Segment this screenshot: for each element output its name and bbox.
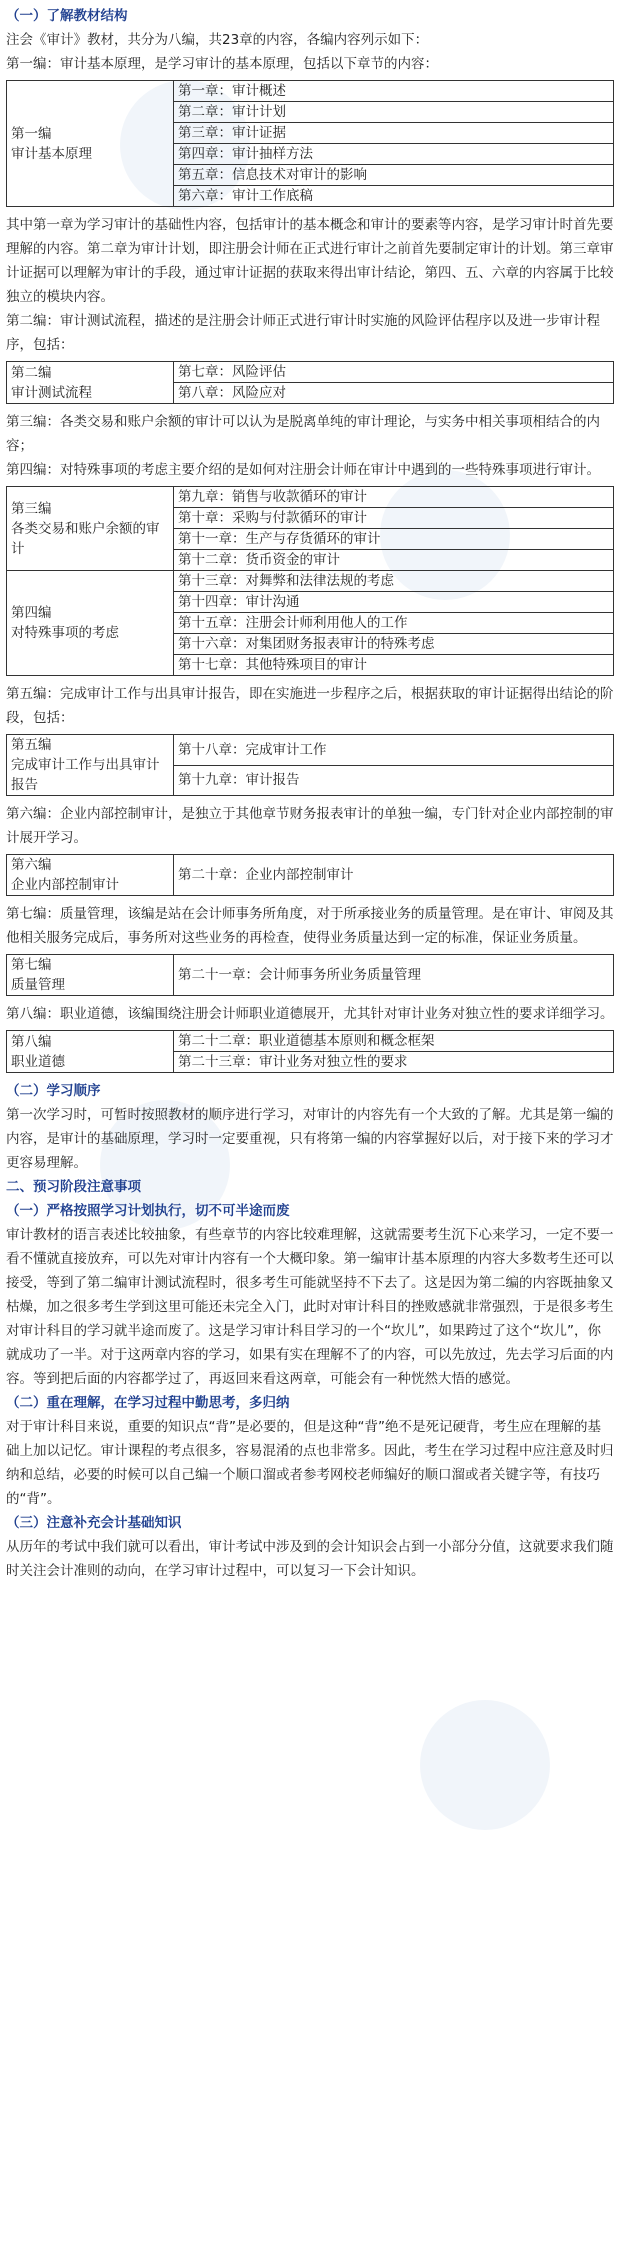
paragraph: 其中第一章为学习审计的基础性内容，包括审计的基本概念和审计的要素等内容，是学习审计时首先要理解的内容。第二章为审计计划，即注册会计师在正式进行审计之前首先要制定审计的计划。第三章审计证据可以理解为审计的手段，通过审计证据的获取来得出审计结论，第四、五、六章的内容属于比较独立的模块内容。 — [6, 217, 614, 305]
part-cell — [7, 571, 174, 676]
paragraph: 第一次学习时，可暂时按照教材的顺序进行学习，对审计的内容先有一个大致的了解。尤其是第一编的内容，是审计的基础原理，学习时一定要重视，只有将第一编的内容掌握好以后，对于接下来的学习才更容易理解。 — [6, 1107, 614, 1171]
chapter-cell: 第二十三章：审计业务对独立性的要求 — [174, 1052, 614, 1073]
chapter-cell: 第十七章：其他特殊项目的审计 — [174, 655, 614, 676]
paragraph: 第五编：完成审计工作与出具审计报告，即在实施进一步程序之后，根据获取的审计证据得出结论的阶段，包括： — [6, 686, 614, 726]
part-name: 第六编 — [11, 857, 52, 873]
part-name: 第三编 — [11, 500, 52, 517]
chapter-table — [6, 854, 614, 896]
chapter-cell: 第十九章：审计报告 — [174, 765, 614, 796]
paragraph: 注会《审计》教材，共分为八编，共23章的内容，各编内容列示如下： — [6, 32, 429, 48]
chapter-cell: 第八章：风险应对 — [174, 383, 614, 404]
paragraph: 第七编：质量管理，该编是站在会计师事务所角度，对于所承接业务的质量管理。是在审计、审阅及其他相关服务完成后，事务所对这些业务的再检查，使得业务质量达到一定的标准，保证业务质量。 — [6, 906, 614, 946]
section-heading: （二）学习顺序 — [6, 1083, 101, 1099]
paragraph: 对于审计科目来说，重要的知识点“背”是必要的，但是这种“背”绝不是死记硬背，考生应在理解的基础上加以记忆。审计课程的考点很多，容易混淆的点也非常多。因此，考生在学习过程中应注意及时归纳和总结，必要的时候可以自己编一个顺口溜或者参考网校老师编好的顺口溜或者关键字等，有技巧的“背”。 — [6, 1419, 614, 1507]
part-title: 企业内部控制审计 — [11, 877, 119, 893]
chapter-cell: 第二十二章：职业道德基本原则和概念框架 — [174, 1031, 614, 1052]
paragraph: 第一编：审计基本原理，是学习审计的基本原理，包括以下章节的内容： — [6, 56, 438, 72]
chapter-table — [6, 1030, 614, 1073]
part-name: 第四编 — [11, 605, 52, 621]
chapter-table — [6, 486, 614, 676]
part-name: 第八编 — [11, 1033, 52, 1050]
section-heading: （一）了解教材结构 — [6, 8, 128, 24]
paragraph: 第四编：对特殊事项的考虑主要介绍的是如何对注册会计师在审计中遇到的一些特殊事项进行审计。 — [6, 462, 600, 478]
section-heading: （三）注意补充会计基础知识 — [6, 1515, 182, 1531]
part-cell — [7, 735, 174, 796]
section-heading: （一）严格按照学习计划执行，切不可半途而废 — [6, 1203, 290, 1219]
chapter-cell: 第十五章：注册会计师利用他人的工作 — [174, 613, 614, 634]
part-cell — [7, 1031, 174, 1073]
chapter-cell: 第十四章：审计沟通 — [174, 592, 614, 613]
chapter-cell: 第十二章：货币资金的审计 — [174, 550, 614, 571]
chapter-cell: 第五章：信息技术对审计的影响 — [174, 165, 614, 186]
section-heading: （二）重在理解，在学习过程中勤思考，多归纳 — [6, 1395, 290, 1411]
part-cell — [7, 855, 174, 896]
paragraph: 第六编：企业内部控制审计，是独立于其他章节财务报表审计的单独一编，专门针对企业内部控制的审计展开学习。 — [6, 806, 614, 846]
section-heading: 二、预习阶段注意事项 — [6, 1179, 141, 1195]
part-cell — [7, 487, 174, 571]
chapter-cell: 第二十一章：会计师事务所业务质量管理 — [174, 955, 614, 996]
chapter-cell: 第十三章：对舞弊和法律法规的考虑 — [174, 571, 614, 592]
part-title: 完成审计工作与出具审计报告 — [11, 757, 160, 793]
paragraph: 从历年的考试中我们就可以看出，审计考试中涉及到的会计知识会占到一小部分分值，这就要求我们随时关注会计准则的动向，在学习审计过程中，可以复习一下会计知识。 — [6, 1539, 614, 1579]
part-title: 职业道德 — [11, 1053, 65, 1070]
part-name: 第一编 — [11, 125, 52, 142]
paragraph: 审计教材的语言表述比较抽象，有些章节的内容比较难理解，这就需要考生沉下心来学习，一定不要一看不懂就直接放弃，可以先对审计内容有一个大概印象。第一编审计基本原理的内容大多数考生还可以接受，等到了第二编审计测试流程时，很多考生可能就坚持不下去了。这是因为第二编的内容既抽象又枯燥，加之很多考生学到这里可能还未完全入门，此时对审计科目的挫败感就非常强烈，于是很多考生对审计科目的学习就半途而废了。这是学习审计科目学习的一个“坎儿”，如果跨过了这个“坎儿”，你就成功了一半。对于这两章内容的学习，如果有实在理解不了的内容，可以先放过，先去学习后面的内容。等到把后面的内容都学过了，再返回来看这两章，可能会有一种恍然大悟的感觉。 — [6, 1227, 614, 1387]
chapter-table — [6, 734, 614, 796]
chapter-cell: 第十六章：对集团财务报表审计的特殊考虑 — [174, 634, 614, 655]
part-title: 审计基本原理 — [11, 145, 92, 162]
chapter-table — [6, 80, 614, 207]
part-title: 质量管理 — [11, 977, 65, 993]
chapter-cell: 第十一章：生产与存货循环的审计 — [174, 529, 614, 550]
chapter-cell: 第十八章：完成审计工作 — [174, 735, 614, 766]
chapter-cell: 第九章：销售与收款循环的审计 — [174, 487, 614, 508]
chapter-table — [6, 954, 614, 996]
chapter-cell: 第一章：审计概述 — [174, 81, 614, 102]
chapter-table — [6, 361, 614, 404]
watermark — [420, 1700, 550, 1830]
part-name: 第七编 — [11, 957, 52, 973]
part-cell — [7, 81, 174, 207]
part-cell — [7, 362, 174, 404]
paragraph: 第二编：审计测试流程，描述的是注册会计师正式进行审计时实施的风险评估程序以及进一步审计程序，包括： — [6, 313, 600, 353]
chapter-cell: 第二十章：企业内部控制审计 — [174, 855, 614, 896]
part-cell — [7, 955, 174, 996]
paragraph: 第三编：各类交易和账户余额的审计可以认为是脱离单纯的审计理论，与实务中相关事项相结合的内容； — [6, 414, 600, 454]
chapter-cell: 第七章：风险评估 — [174, 362, 614, 383]
part-title: 审计测试流程 — [11, 384, 92, 401]
chapter-cell: 第三章：审计证据 — [174, 123, 614, 144]
chapter-cell: 第四章：审计抽样方法 — [174, 144, 614, 165]
part-name: 第五编 — [11, 737, 52, 753]
chapter-cell: 第十章：采购与付款循环的审计 — [174, 508, 614, 529]
part-title: 对特殊事项的考虑 — [11, 625, 119, 641]
part-name: 第二编 — [11, 364, 52, 381]
part-title: 各类交易和账户余额的审计 — [11, 520, 160, 557]
chapter-cell: 第二章：审计计划 — [174, 102, 614, 123]
chapter-cell: 第六章：审计工作底稿 — [174, 186, 614, 207]
paragraph: 第八编：职业道德，该编围绕注册会计师职业道德展开，尤其针对审计业务对独立性的要求详细学习。 — [6, 1006, 614, 1022]
article — [6, 4, 614, 1583]
